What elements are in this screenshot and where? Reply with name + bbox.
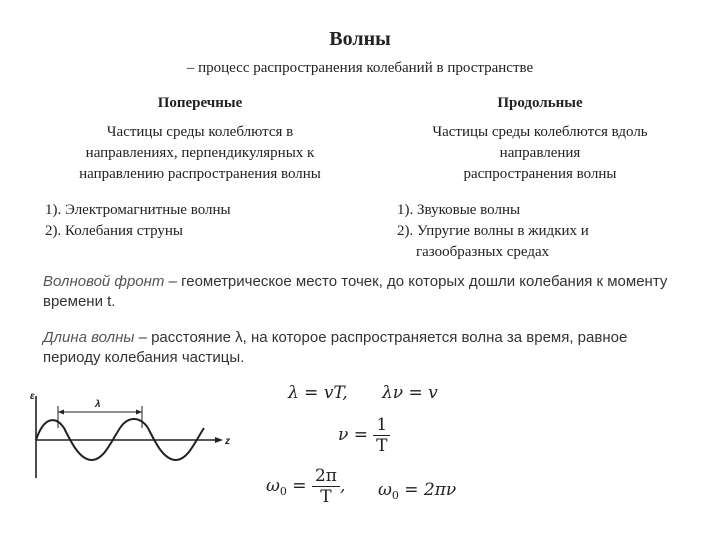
longitudinal-desc-line: Частицы среды колеблются вдоль <box>432 124 648 140</box>
wavelength-term: Длина волны <box>43 329 135 346</box>
omega-symbol: ω <box>378 480 392 500</box>
transverse-desc-line: направлению распространения волны <box>79 166 321 182</box>
formula-frequency <box>338 415 390 456</box>
formula-angular-fraction <box>312 466 340 507</box>
longitudinal-desc-line: распространения волны <box>463 166 617 182</box>
fraction-numerator: 1 <box>373 415 390 436</box>
fraction-denominator: T <box>320 487 332 507</box>
formula-frequency-lhs: ν = <box>338 425 368 445</box>
wavelength-definition <box>43 328 683 368</box>
longitudinal-desc-line: направления <box>499 145 581 161</box>
wavefront-definition <box>43 272 683 312</box>
transverse-examples <box>45 200 345 242</box>
omega-symbol: ω <box>266 476 280 496</box>
fraction-denominator: T <box>376 436 388 456</box>
formula-frequency-fraction <box>373 415 390 456</box>
longitudinal-examples <box>397 200 697 263</box>
fraction-numerator: 2π <box>312 466 340 487</box>
wavefront-term: Волновой фронт <box>43 273 165 290</box>
transverse-description <box>30 122 370 185</box>
formula-rhs: = 2πν <box>404 480 457 500</box>
formula-wavelength: λ = vT, <box>288 383 348 403</box>
transverse-desc-line: Частицы среды колеблются в <box>106 124 294 140</box>
formula-angular-frequency-nu <box>378 480 456 502</box>
longitudinal-example-cont: газообразных средах <box>416 244 550 260</box>
transverse-heading: Поперечные <box>157 95 243 111</box>
formula-comma: , <box>339 476 346 496</box>
lambda-arrow-right <box>136 410 142 415</box>
wavefront-text: – геометрическое место точек, до которых дошли колебания к моменту времени t. <box>43 273 668 310</box>
page-title: Волны <box>329 28 391 50</box>
wavelength-text: – расстояние λ, на которое распространяется волна за время, равное периоду колебания частицы. <box>43 329 628 366</box>
transverse-example: 1). Электромагнитные волны <box>45 202 231 218</box>
equals-sign: = <box>292 476 307 496</box>
wave-graph <box>20 388 240 480</box>
longitudinal-description <box>380 122 700 185</box>
transverse-desc-line: направлениях, перпендикулярных к <box>85 145 315 161</box>
longitudinal-example: 2). Упругие волны в жидких и <box>397 223 589 239</box>
longitudinal-heading: Продольные <box>497 95 583 111</box>
longitudinal-example: 1). Звуковые волны <box>397 202 521 218</box>
transverse-example: 2). Колебания струны <box>45 223 183 239</box>
x-axis-label: z <box>225 436 230 447</box>
omega-subscript: 0 <box>279 485 287 498</box>
y-axis-label: ε <box>30 391 35 402</box>
lambda-arrow-left <box>58 410 64 415</box>
x-axis-arrow <box>215 437 223 443</box>
formula-angular-frequency <box>266 466 345 507</box>
omega-subscript: 0 <box>391 489 399 502</box>
page-subtitle: – процесс распространения колебаний в пространстве <box>186 60 534 76</box>
formula-wavelength-frequency: λν = v <box>382 383 438 403</box>
lambda-label: λ <box>95 399 101 410</box>
